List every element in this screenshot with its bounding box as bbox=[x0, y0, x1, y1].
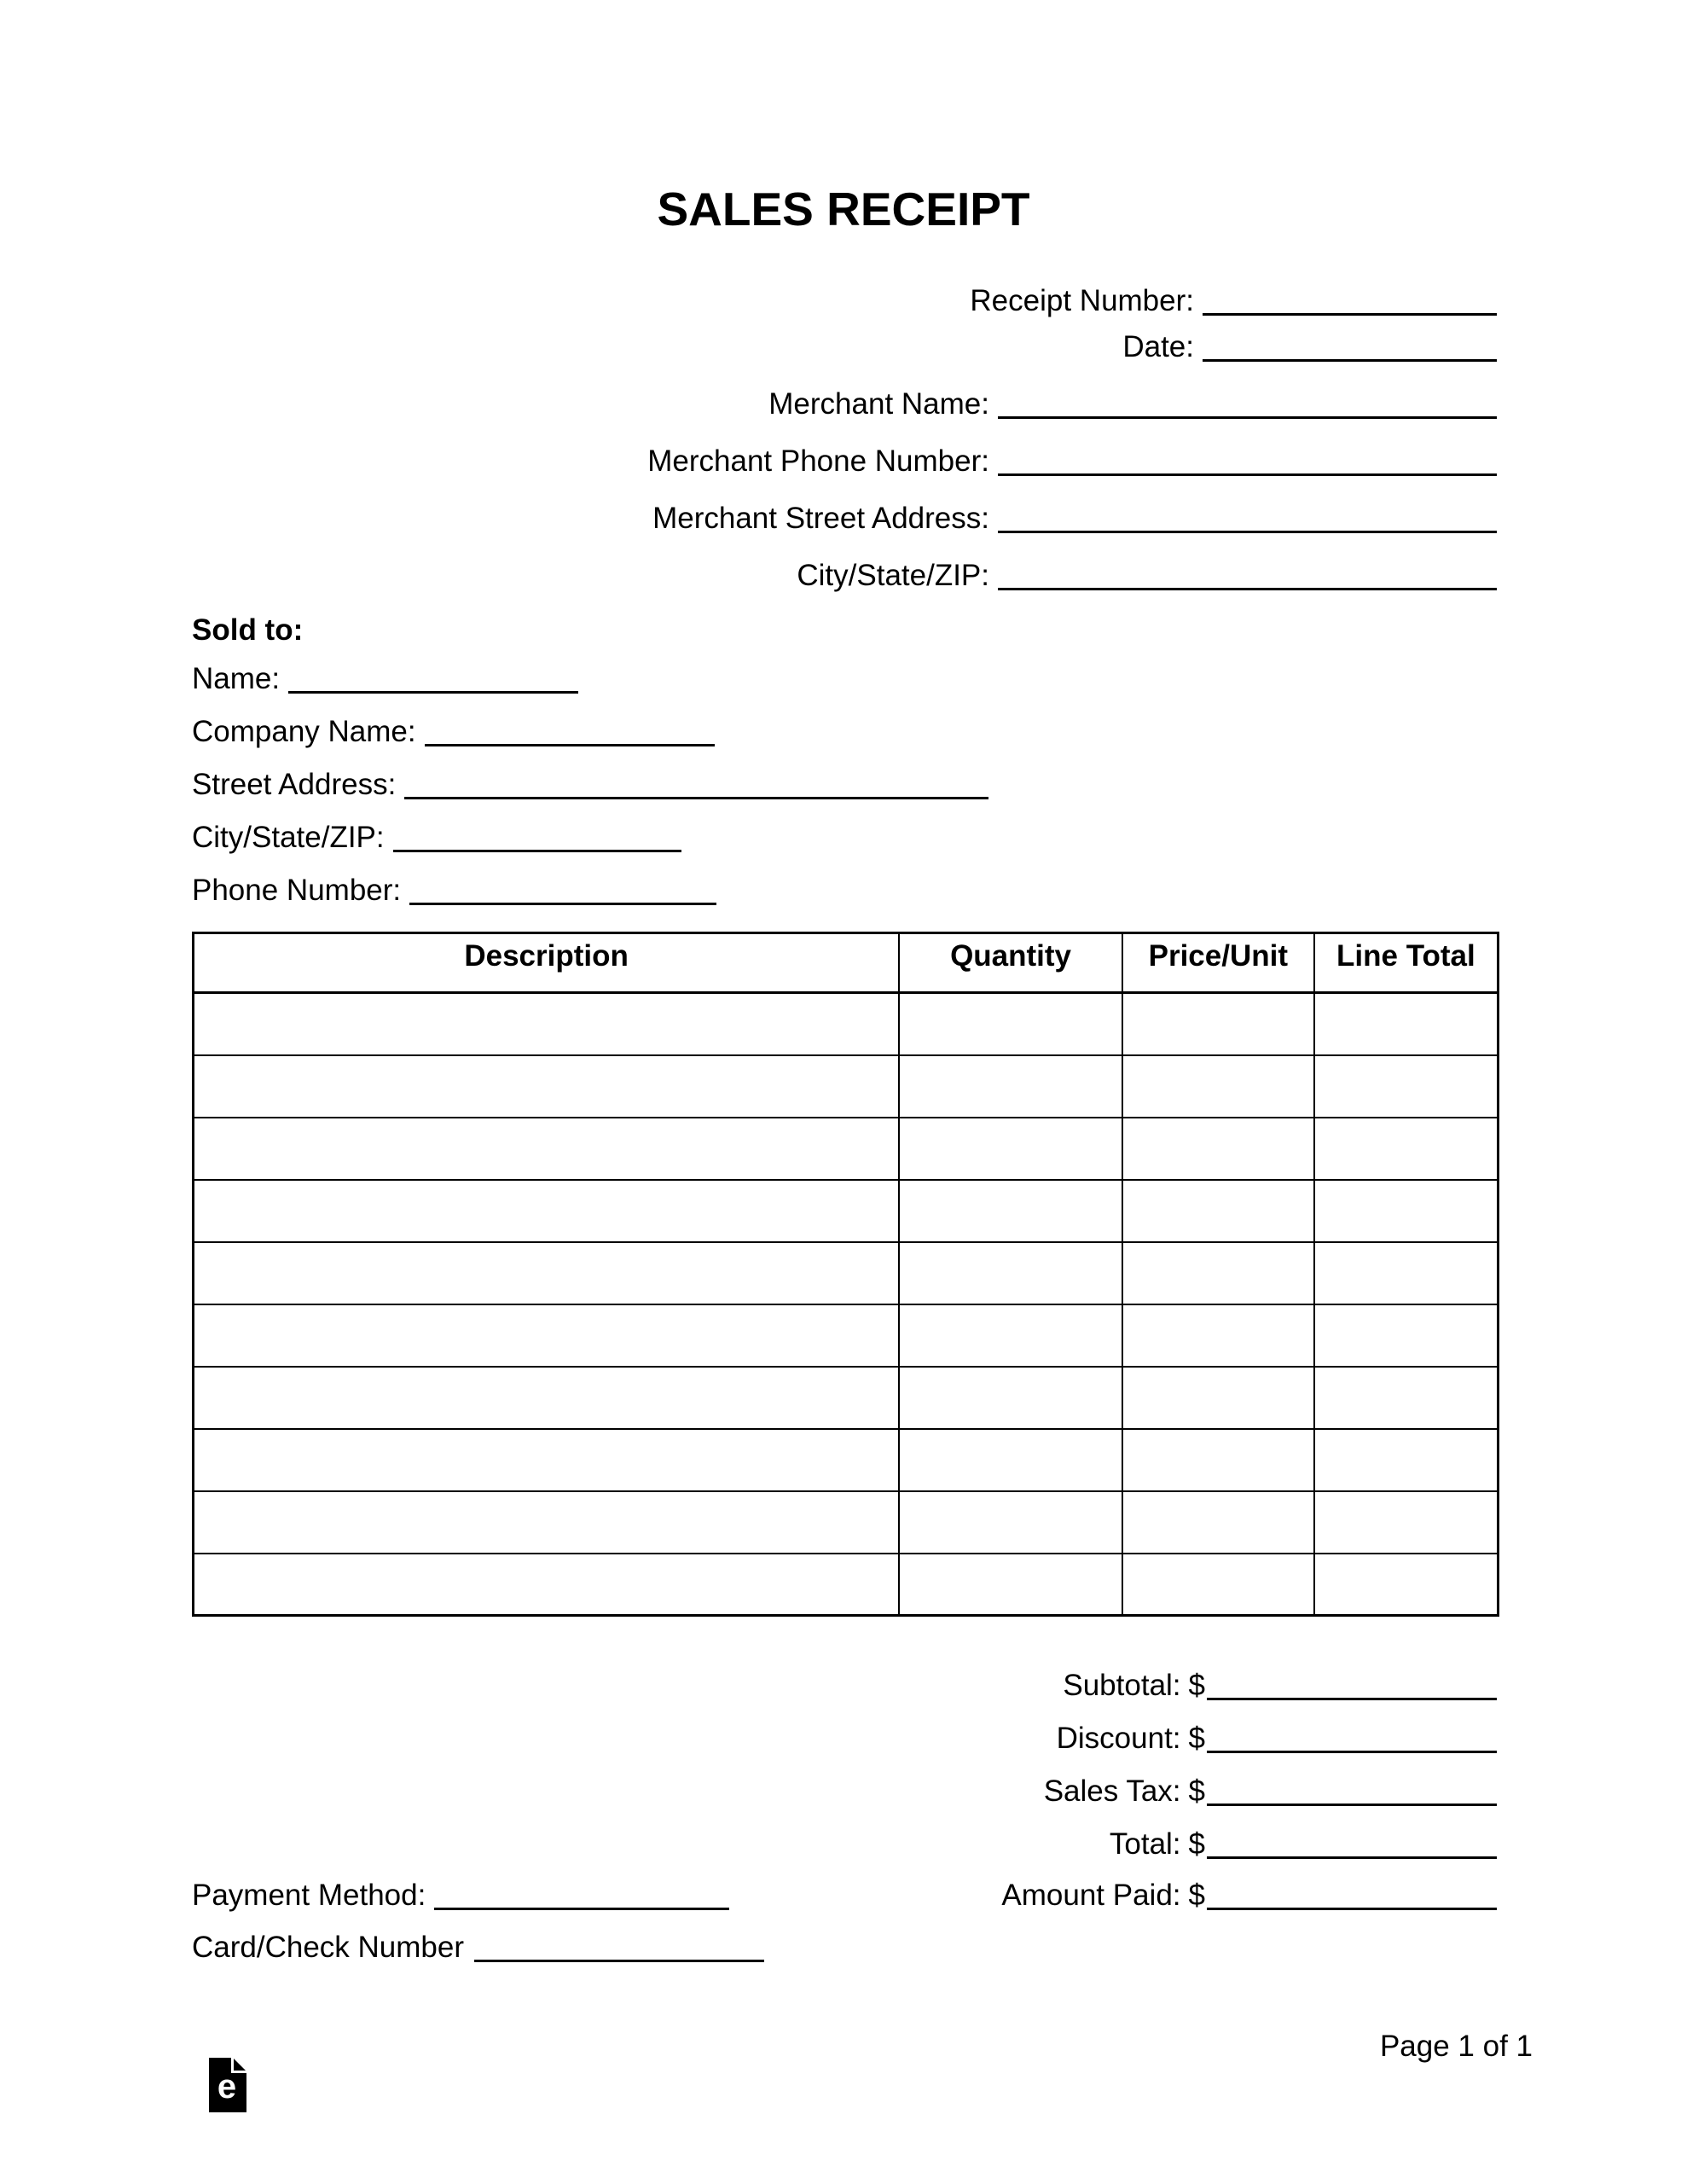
total-subtotal-label: Subtotal: bbox=[1063, 1669, 1181, 1702]
items-row bbox=[194, 1304, 1499, 1367]
items-cell-description bbox=[194, 1118, 900, 1180]
items-cell-price-unit bbox=[1122, 1429, 1314, 1491]
sold-to-company-name-blank-line bbox=[425, 744, 715, 746]
items-header-row bbox=[194, 933, 1499, 993]
items-cell-price-unit bbox=[1122, 1554, 1314, 1616]
page-number: Page 1 of 1 bbox=[1379, 2030, 1533, 2063]
items-row bbox=[194, 1055, 1499, 1118]
total-total-blank-line bbox=[1207, 1856, 1497, 1859]
eforms-document-logo bbox=[209, 2058, 246, 2112]
header-merchant-phone-number-field bbox=[647, 433, 1497, 476]
payment-method-field bbox=[192, 1867, 729, 1910]
items-cell-quantity bbox=[899, 1304, 1122, 1367]
items-row bbox=[194, 1367, 1499, 1429]
payment-amount-row bbox=[192, 1867, 1497, 1910]
total-sales-tax-currency: $ bbox=[1188, 1774, 1205, 1808]
sold-to-phone-number-label: Phone Number: bbox=[192, 874, 402, 907]
header-merchant-name-label: Merchant Name: bbox=[768, 387, 989, 421]
items-cell-description bbox=[194, 1491, 900, 1554]
items-cell-price-unit bbox=[1122, 1304, 1314, 1367]
items-cell-line-total bbox=[1314, 1180, 1499, 1242]
sold-to-city-state-zip-field bbox=[192, 810, 988, 852]
items-cell-quantity bbox=[899, 1242, 1122, 1304]
items-cell-quantity bbox=[899, 993, 1122, 1055]
items-cell-description bbox=[194, 1055, 900, 1118]
items-cell-quantity bbox=[899, 1554, 1122, 1616]
receipt-header-fields bbox=[647, 273, 1497, 605]
items-column-header-price-unit: Price/Unit bbox=[1122, 933, 1314, 993]
header-date-field bbox=[1122, 319, 1497, 362]
items-cell-description bbox=[194, 1429, 900, 1491]
items-cell-line-total bbox=[1314, 1242, 1499, 1304]
header-merchant-street-address-blank-line bbox=[998, 531, 1497, 533]
sold-to-fields bbox=[192, 651, 988, 905]
sold-to-section bbox=[192, 602, 988, 915]
sold-to-city-state-zip-blank-line bbox=[393, 850, 681, 852]
sold-to-company-name-field bbox=[192, 704, 988, 746]
sold-to-street-address-label: Street Address: bbox=[192, 768, 397, 801]
items-cell-line-total bbox=[1314, 1429, 1499, 1491]
card-check-label: Card/Check Number bbox=[192, 1931, 464, 1964]
items-cell-price-unit bbox=[1122, 1242, 1314, 1304]
amount-paid-blank-line bbox=[1207, 1908, 1497, 1910]
header-city-state-zip-label: City/State/ZIP: bbox=[797, 559, 989, 592]
payment-method-label: Payment Method: bbox=[192, 1879, 426, 1912]
total-total-currency: $ bbox=[1188, 1827, 1205, 1861]
items-cell-quantity bbox=[899, 1118, 1122, 1180]
sold-to-company-name-label: Company Name: bbox=[192, 715, 416, 748]
items-cell-line-total bbox=[1314, 1554, 1499, 1616]
items-cell-quantity bbox=[899, 1491, 1122, 1554]
card-check-field bbox=[192, 1920, 764, 1962]
header-receipt-number-label: Receipt Number: bbox=[970, 284, 1194, 317]
items-cell-description bbox=[194, 1304, 900, 1367]
items-cell-description bbox=[194, 1180, 900, 1242]
items-cell-quantity bbox=[899, 1429, 1122, 1491]
items-cell-line-total bbox=[1314, 1367, 1499, 1429]
items-row bbox=[194, 993, 1499, 1055]
sold-to-street-address-field bbox=[192, 757, 988, 799]
amount-paid-field bbox=[1001, 1867, 1497, 1910]
sold-to-city-state-zip-label: City/State/ZIP: bbox=[192, 821, 385, 854]
items-row bbox=[194, 1554, 1499, 1616]
items-cell-description bbox=[194, 1367, 900, 1429]
sold-to-phone-number-blank-line bbox=[409, 903, 716, 905]
header-merchant-name-field bbox=[768, 376, 1497, 419]
items-column-header-description: Description bbox=[194, 933, 900, 993]
sold-to-name-field bbox=[192, 651, 988, 694]
items-cell-price-unit bbox=[1122, 1367, 1314, 1429]
amount-paid-currency: $ bbox=[1188, 1879, 1205, 1912]
items-cell-description bbox=[194, 993, 900, 1055]
items-row bbox=[194, 1242, 1499, 1304]
items-cell-price-unit bbox=[1122, 993, 1314, 1055]
header-merchant-phone-number-label: Merchant Phone Number: bbox=[647, 444, 989, 478]
items-row bbox=[194, 1118, 1499, 1180]
items-column-header-quantity: Quantity bbox=[899, 933, 1122, 993]
page-title: SALES RECEIPT bbox=[657, 183, 1030, 235]
sold-to-name-label: Name: bbox=[192, 662, 281, 695]
items-cell-price-unit bbox=[1122, 1491, 1314, 1554]
total-sales-tax-blank-line bbox=[1207, 1804, 1497, 1806]
items-row bbox=[194, 1180, 1499, 1242]
total-discount-currency: $ bbox=[1188, 1722, 1205, 1755]
items-cell-description bbox=[194, 1242, 900, 1304]
sold-to-street-address-blank-line bbox=[404, 797, 988, 799]
header-date-label: Date: bbox=[1122, 330, 1194, 363]
items-cell-line-total bbox=[1314, 1491, 1499, 1554]
items-cell-line-total bbox=[1314, 993, 1499, 1055]
total-discount-label: Discount: bbox=[1056, 1722, 1181, 1755]
header-city-state-zip-blank-line bbox=[998, 588, 1497, 590]
total-subtotal-field bbox=[1063, 1658, 1497, 1700]
total-subtotal-blank-line bbox=[1207, 1698, 1497, 1700]
total-sales-tax-field bbox=[1044, 1763, 1497, 1806]
total-total-label: Total: bbox=[1109, 1827, 1181, 1861]
total-total-field bbox=[1110, 1816, 1497, 1859]
header-merchant-street-address-label: Merchant Street Address: bbox=[652, 502, 989, 535]
header-city-state-zip-field bbox=[797, 548, 1497, 590]
total-discount-blank-line bbox=[1207, 1751, 1497, 1753]
header-date-blank-line bbox=[1203, 359, 1497, 362]
items-cell-line-total bbox=[1314, 1055, 1499, 1118]
items-cell-quantity bbox=[899, 1055, 1122, 1118]
sold-to-name-blank-line bbox=[288, 691, 578, 694]
logo-letter: e bbox=[217, 2068, 237, 2106]
items-row bbox=[194, 1429, 1499, 1491]
items-table-body bbox=[194, 993, 1499, 1616]
items-column-header-line-total: Line Total bbox=[1314, 933, 1499, 993]
header-merchant-phone-number-blank-line bbox=[998, 473, 1497, 476]
total-discount-field bbox=[1057, 1711, 1497, 1753]
items-cell-price-unit bbox=[1122, 1055, 1314, 1118]
items-cell-quantity bbox=[899, 1367, 1122, 1429]
header-merchant-street-address-field bbox=[652, 491, 1497, 533]
items-cell-quantity bbox=[899, 1180, 1122, 1242]
items-cell-price-unit bbox=[1122, 1180, 1314, 1242]
card-check-blank-line bbox=[474, 1960, 764, 1962]
header-receipt-number-field bbox=[970, 273, 1497, 316]
sold-to-phone-number-field bbox=[192, 863, 988, 905]
items-table bbox=[192, 932, 1499, 1617]
payment-method-blank-line bbox=[434, 1908, 729, 1910]
items-cell-line-total bbox=[1314, 1118, 1499, 1180]
header-receipt-number-blank-line bbox=[1203, 313, 1497, 316]
sold-to-heading: Sold to: bbox=[192, 613, 304, 647]
items-row bbox=[194, 1491, 1499, 1554]
header-merchant-name-blank-line bbox=[998, 416, 1497, 419]
total-subtotal-currency: $ bbox=[1188, 1669, 1205, 1702]
amount-paid-label: Amount Paid: bbox=[1001, 1879, 1181, 1912]
total-sales-tax-label: Sales Tax: bbox=[1043, 1774, 1181, 1808]
totals-section bbox=[1044, 1658, 1497, 1869]
items-cell-price-unit bbox=[1122, 1118, 1314, 1180]
items-cell-description bbox=[194, 1554, 900, 1616]
items-cell-line-total bbox=[1314, 1304, 1499, 1367]
document-page-icon bbox=[209, 2058, 246, 2112]
